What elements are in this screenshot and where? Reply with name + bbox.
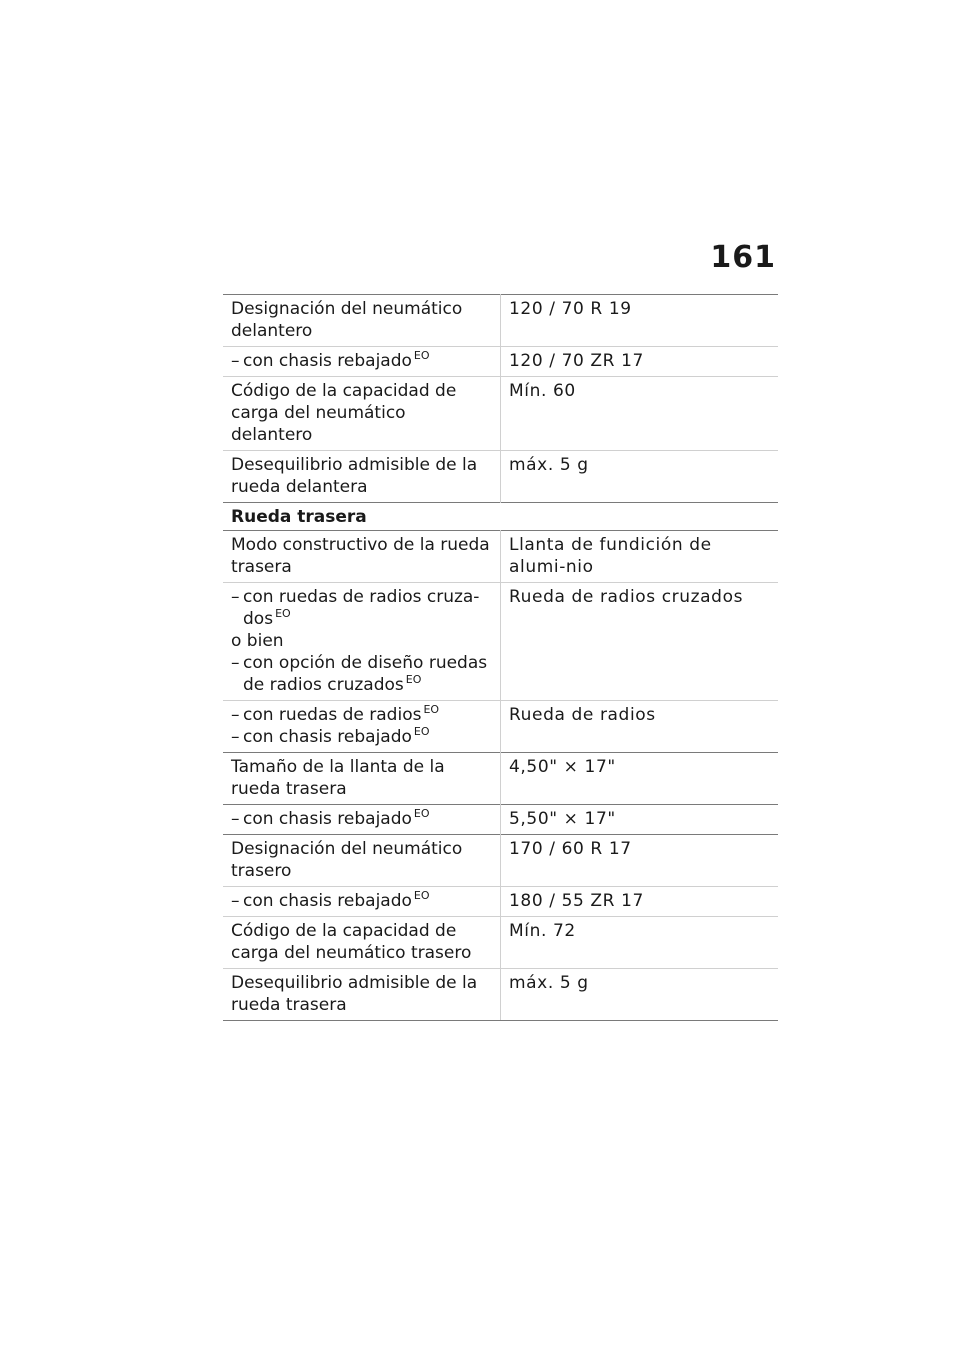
dash-item: [231, 890, 492, 912]
row-value: máx. 5 g: [501, 451, 779, 503]
dash-item: [231, 808, 492, 830]
table-row: [223, 347, 778, 377]
eo-tag: EO: [413, 889, 430, 902]
row-value: Rueda de radios cruzados: [501, 583, 779, 701]
row-label: [223, 701, 501, 753]
dash-item: [231, 726, 492, 748]
table-row: [223, 835, 778, 887]
table-row: [223, 753, 778, 805]
label-text: Tamaño de la llanta de la rueda trasera: [231, 757, 445, 799]
row-label: [223, 531, 501, 583]
label-text: con ruedas de radios: [243, 705, 422, 725]
or-text: o bien: [231, 631, 284, 651]
row-label: [223, 377, 501, 451]
label-text: con chasis rebajado: [243, 351, 412, 371]
row-value: 5,50" × 17": [501, 805, 779, 835]
section-heading-row: [223, 503, 778, 531]
label-text: con chasis rebajado: [243, 809, 412, 829]
row-value: 170 / 60 R 17: [501, 835, 779, 887]
row-label: [223, 753, 501, 805]
row-value: 180 / 55 ZR 17: [501, 887, 779, 917]
page-number: 161: [710, 240, 776, 275]
row-label: [223, 805, 501, 835]
row-value: máx. 5 g: [501, 969, 779, 1021]
label-text: Desequilibrio admisible de la rueda trasera: [231, 973, 478, 1015]
row-label: [223, 347, 501, 377]
label-text: Designación del neumático trasero: [231, 839, 463, 881]
table-row: [223, 917, 778, 969]
label-text: Designación del neumático delantero: [231, 299, 463, 341]
label-text: Modo constructivo de la rueda trasera: [231, 535, 490, 577]
table-row: [223, 583, 778, 701]
row-value: Mín. 72: [501, 917, 779, 969]
eo-tag: EO: [423, 703, 440, 716]
table-row: [223, 531, 778, 583]
eo-tag: EO: [413, 807, 430, 820]
label-text: Desequilibrio admisible de la rueda delantera: [231, 455, 478, 497]
eo-tag: EO: [413, 725, 430, 738]
table-row: [223, 295, 778, 347]
section-heading: Rueda trasera: [223, 503, 778, 531]
label-text: con ruedas de radios cruza-dos: [243, 587, 480, 629]
dash-item: [231, 704, 492, 726]
table-row: [223, 701, 778, 753]
row-value: 120 / 70 R 19: [501, 295, 779, 347]
eo-tag: EO: [405, 673, 422, 686]
row-label: [223, 917, 501, 969]
table-row: [223, 377, 778, 451]
row-value: 120 / 70 ZR 17: [501, 347, 779, 377]
label-text: con chasis rebajado: [243, 891, 412, 911]
dash-item: [231, 652, 492, 696]
table-row: [223, 451, 778, 503]
label-text: con chasis rebajado: [243, 727, 412, 747]
row-label: [223, 969, 501, 1021]
dash-item: [231, 586, 492, 630]
table-row: [223, 805, 778, 835]
table-row: [223, 887, 778, 917]
row-value: Mín. 60: [501, 377, 779, 451]
row-value: Llanta de fundición de alumi-nio: [501, 531, 779, 583]
eo-tag: EO: [275, 607, 291, 620]
row-label: [223, 295, 501, 347]
label-text: Código de la capacidad de carga del neumático delantero: [231, 381, 457, 445]
row-label: [223, 583, 501, 701]
row-value: Rueda de radios: [501, 701, 779, 753]
table-row: [223, 969, 778, 1021]
dash-item: [231, 350, 492, 372]
row-label: [223, 887, 501, 917]
label-text: con opción de diseño ruedas de radios cruzados: [243, 653, 488, 695]
row-value: 4,50" × 17": [501, 753, 779, 805]
eo-tag: EO: [413, 349, 430, 362]
row-label: [223, 451, 501, 503]
label-text: Código de la capacidad de carga del neumático trasero: [231, 921, 472, 963]
row-label: [223, 835, 501, 887]
specifications-table: [223, 294, 778, 1021]
